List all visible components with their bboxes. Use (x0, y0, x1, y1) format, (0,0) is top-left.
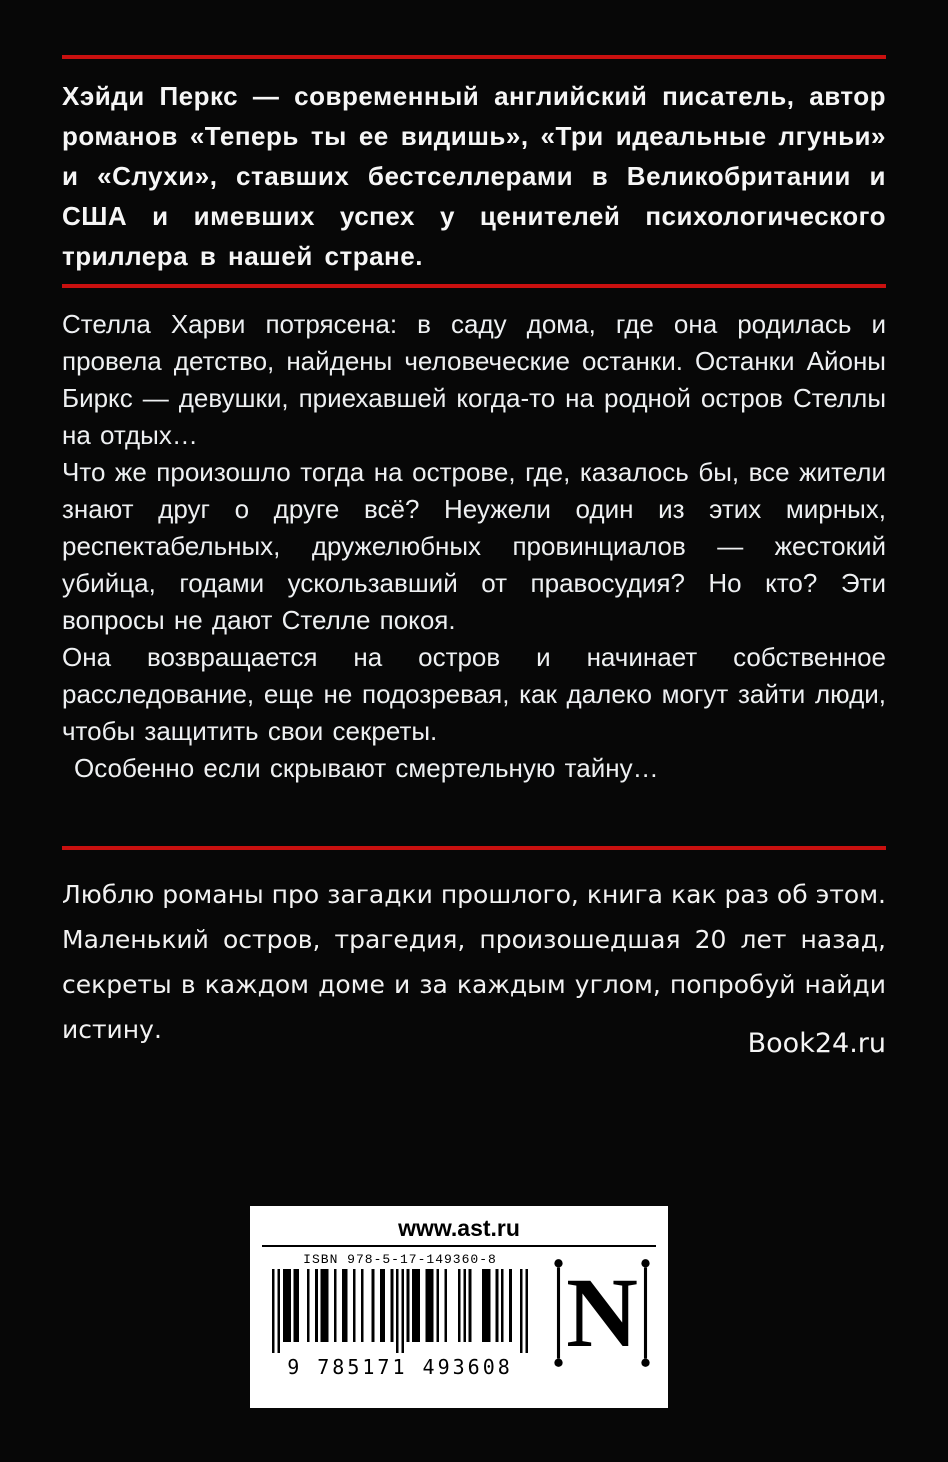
annotation-paragraph: Стелла Харви потрясена: в саду дома, где она родилась и провела детство, найдены человеческие останки. Останки Айоны Биркс — девушки, приехавшей когда-то на родной остров Стеллы на отдых… (62, 309, 886, 450)
author-blurb: Хэйди Перкс — современный английский писатель, автор романов «Теперь ты ее видишь», «Три идеальные лгуньи» и «Слухи», ставших бестселлерами в Великобритании и США и имевших успех у ценителей психологического триллера в нашей стране. (62, 81, 886, 271)
barcode-number: 9 785171 493608 (287, 1355, 513, 1379)
svg-text:N: N (566, 1257, 638, 1369)
review-quote: Люблю романы про загадки прошлого, книга как раз об этом. Маленький остров, трагедия, произошедшая 20 лет назад, секреты в каждом доме и за каждым углом, попробуй найди истину. (62, 880, 886, 1044)
divider-middle (62, 284, 886, 288)
barcode-block (266, 1252, 534, 1379)
divider-top (62, 55, 886, 59)
publisher-logo-icon (550, 1255, 658, 1376)
imprint-row (250, 1252, 668, 1379)
annotation-paragraph: Она возвращается на остров и начинает собственное расследование, еще не подозревая, как далеко могут зайти люди, чтобы защитить свои секреты. (62, 642, 886, 746)
annotation-block (62, 306, 886, 787)
isbn-text: ISBN 978-5-17-149360-8 (303, 1252, 497, 1267)
imprint-divider (262, 1245, 656, 1247)
divider-bottom (62, 846, 886, 850)
barcode-icon (272, 1269, 528, 1353)
publisher-website: www.ast.ru (398, 1215, 520, 1241)
annotation-paragraph: Что же произошло тогда на острове, где, казалось бы, все жители знают друг о друге всё? Неужели один из этих мирных, респектабельных, дружелюбных провинциалов — жестокий убийца, годами ускользавший от правосудия? Но кто? Эти вопросы не дают Стелле покоя. (62, 457, 886, 635)
annotation-paragraph: Особенно если скрывают смертельную тайну… (74, 753, 659, 783)
imprint-box (250, 1206, 668, 1408)
review-attribution: Book24.ru (747, 1028, 886, 1059)
